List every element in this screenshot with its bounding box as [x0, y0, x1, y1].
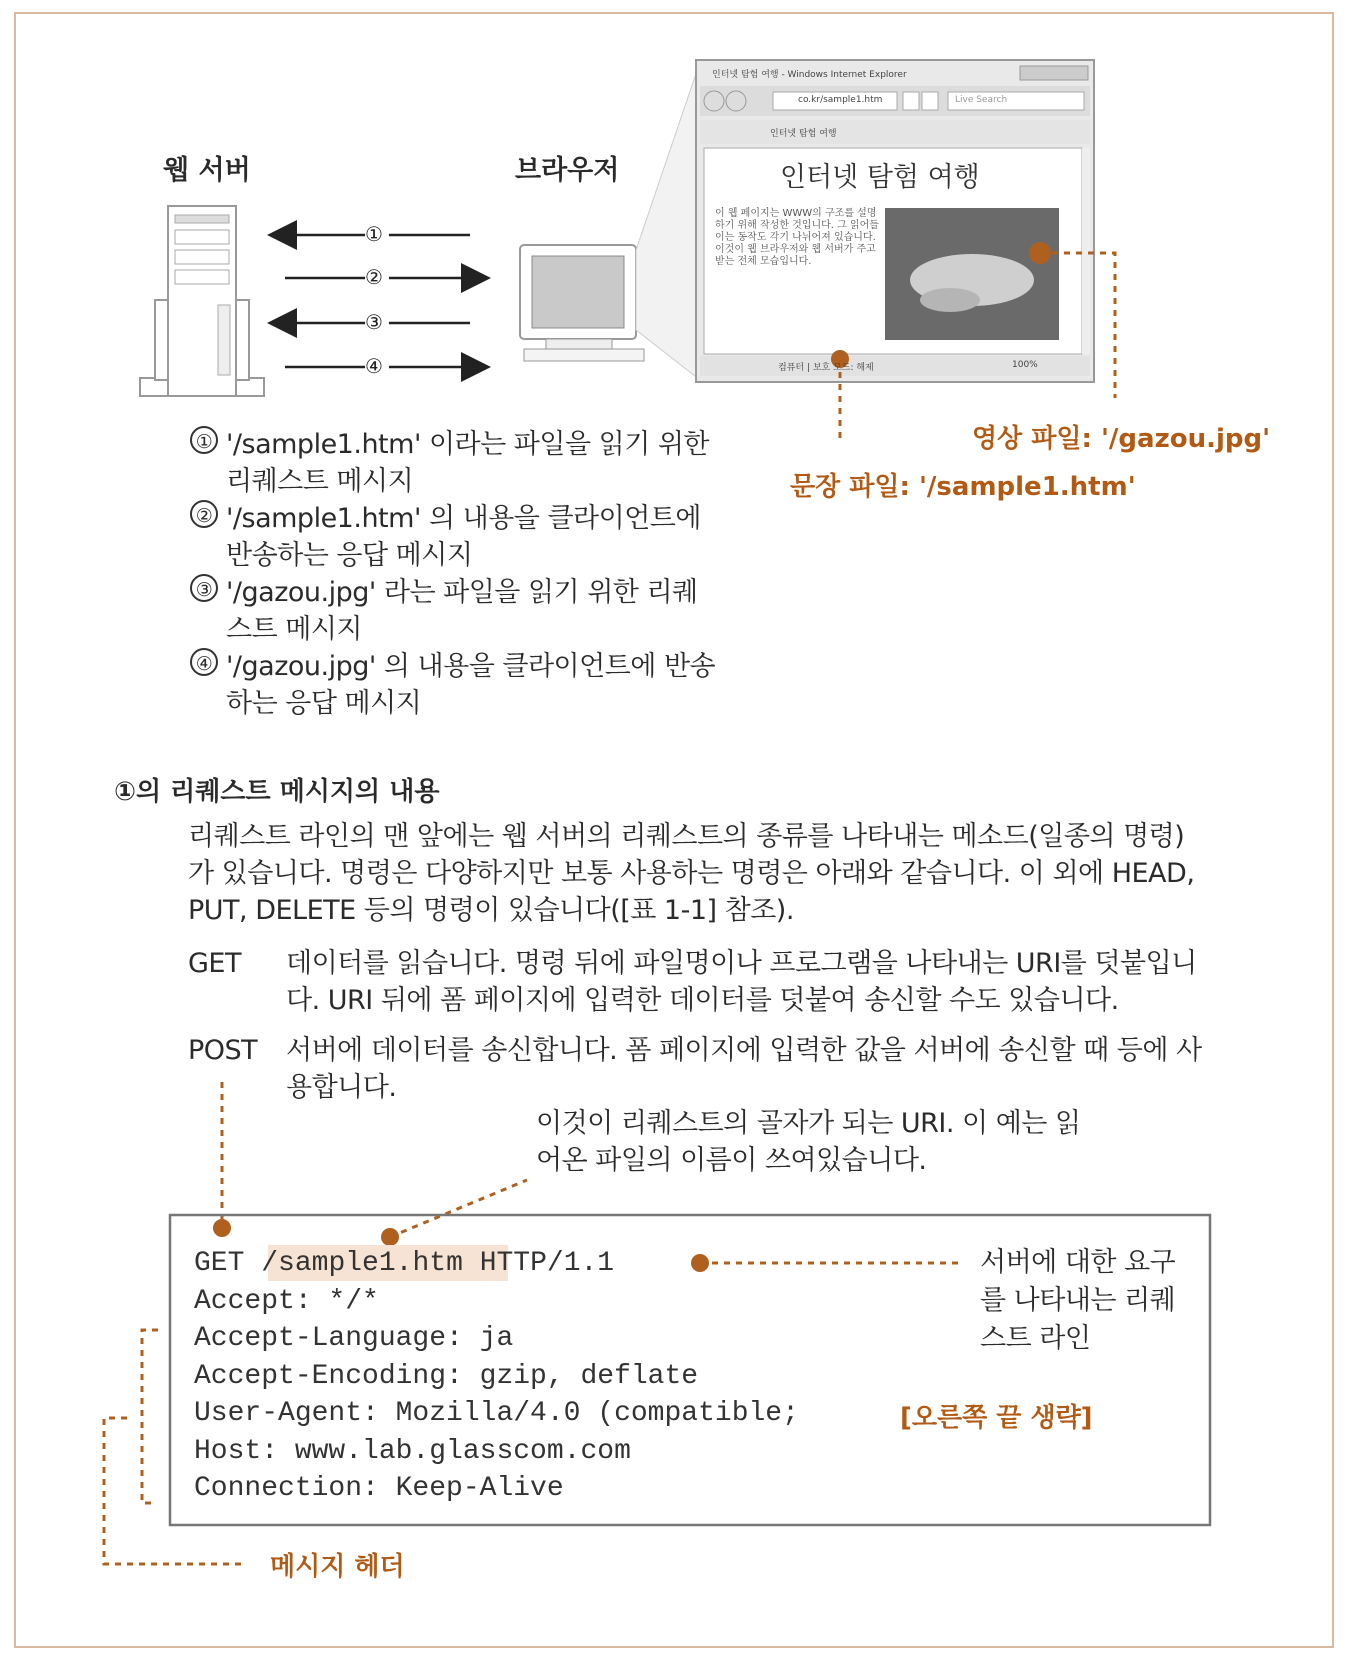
image-file-label: 영상 파일: '/gazou.jpg' — [972, 424, 1271, 454]
step-text: '/gazou.jpg' 의 내용을 클라이언트에 반송하는 응답 메시지 — [226, 651, 716, 719]
step-number: ④ — [190, 648, 218, 676]
step-1 — [190, 426, 720, 500]
request-line-note: 서버에 대한 요구를 나타내는 리퀘스트 라인 — [980, 1247, 1176, 1354]
monitor-icon — [520, 245, 644, 361]
server-icon — [140, 206, 264, 396]
uri-note: 이것이 리퀘스트의 골자가 되는 URI. 이 예는 읽어온 파일의 이름이 쓰여있습니다. — [536, 1108, 1081, 1176]
steps-list — [190, 426, 720, 722]
header-line: Host: www.lab.glasscom.com — [194, 1435, 631, 1467]
section-heading: ①의 리퀘스트 메시지의 내용 — [114, 777, 440, 807]
step-number: ① — [190, 426, 218, 454]
browser-zoom: 100% — [1012, 360, 1038, 370]
arrow-number-3: ③ — [365, 310, 383, 334]
omitted-note: [오른쪽 끝 생략] — [900, 1403, 1093, 1433]
header-note: 메시지 헤더 — [270, 1552, 405, 1582]
request-line — [194, 1245, 614, 1283]
step-3 — [190, 574, 720, 648]
request-method: GET — [194, 1248, 245, 1279]
browser-status: 컴퓨터 | 보호 모드: 해제 — [778, 363, 874, 373]
step-text: '/sample1.htm' 의 내용을 클라이언트에 반송하는 응답 메시지 — [226, 503, 701, 571]
method-get-name: GET — [188, 948, 241, 979]
arrow-number-4: ④ — [365, 354, 383, 378]
web-server-label: 웹 서버 — [163, 155, 251, 186]
arrow-number-1: ① — [365, 222, 383, 246]
step-text: '/sample1.htm' 이라는 파일을 읽기 위한 리퀘스트 메시지 — [226, 429, 710, 497]
browser-tab: 인터넷 탐험 여행 — [770, 129, 837, 139]
header-line: Accept-Encoding: gzip, deflate — [194, 1360, 699, 1392]
browser-search: Live Search — [955, 95, 1008, 105]
request-uri: /sample1.htm — [261, 1248, 463, 1279]
method-get-desc: 데이터를 읽습니다. 명령 뒤에 파일명이나 프로그램을 나타내는 URI를 덧붙입니다. URI 뒤에 폼 페이지에 입력한 데이터를 덧붙여 송신할 수도 있습니다. — [286, 948, 1197, 1016]
arrow-number-2: ② — [365, 265, 383, 289]
step-4 — [190, 648, 720, 722]
request-version: HTTP/1.1 — [479, 1248, 615, 1279]
header-line: Connection: Keep-Alive — [194, 1473, 564, 1504]
browser-label: 브라우저 — [515, 155, 620, 186]
step-number: ② — [190, 500, 218, 528]
header-line: Accept-Language: ja — [194, 1323, 514, 1354]
step-2 — [190, 500, 720, 574]
browser-page-title: 인터넷 탐험 여행 — [780, 162, 980, 193]
text-file-label: 문장 파일: '/sample1.htm' — [790, 472, 1136, 502]
step-text: '/gazou.jpg' 라는 파일을 읽기 위한 리퀘스트 메시지 — [226, 577, 698, 645]
browser-title-bar: 인터넷 탐험 여행 - Windows Internet Explorer — [712, 70, 907, 80]
section-paragraph: 리퀘스트 라인의 맨 앞에는 웹 서버의 리퀘스트의 종류를 나타내는 메소드(일종의 명령)가 있습니다. 명령은 다양하지만 보통 사용하는 명령은 아래와 같습니다. 이 외에 HEAD, PUT, DELETE 등의 명령이 있습니다([표 1-1] 참조). — [188, 821, 1195, 926]
method-post-name: POST — [188, 1035, 258, 1066]
method-post-desc: 서버에 데이터를 송신합니다. 폼 페이지에 입력한 값을 서버에 송신할 때 등에 사용합니다. — [286, 1035, 1202, 1103]
header-line: Accept: */* — [194, 1285, 379, 1317]
step-number: ③ — [190, 574, 218, 602]
header-line: User-Agent: Mozilla/4.0 (compatible; — [194, 1398, 799, 1429]
browser-page-body: 이 웹 페이지는 WWW의 구조를 설명하기 위해 작성한 것입니다. 그 읽어들이는 동작도 각기 나뉘어져 있습니다. 이것이 웹 브라우저와 웹 서버가 주고받는 전체 모습입니다. — [715, 208, 879, 267]
browser-address: co.kr/sample1.htm — [798, 95, 883, 105]
